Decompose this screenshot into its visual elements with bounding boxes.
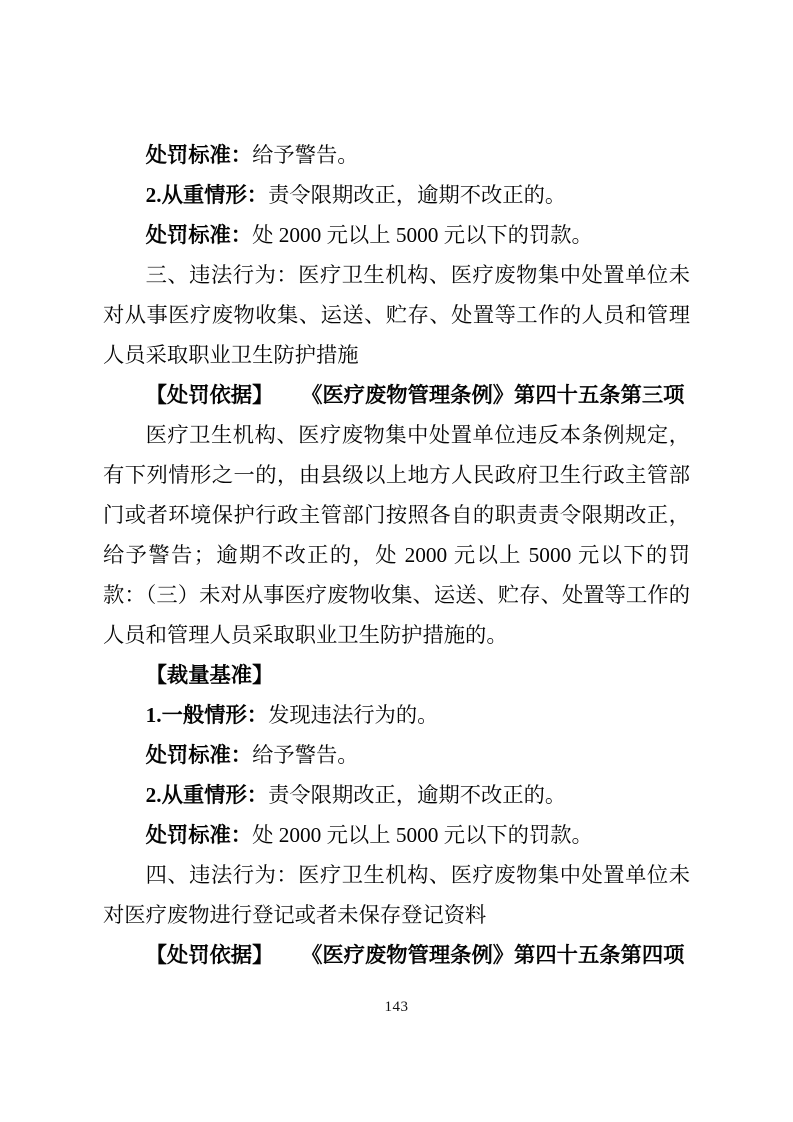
aggravated-case-line — [103, 775, 690, 815]
penalty-basis-source: 《医疗废物管理条例》第四十五条第三项 — [301, 383, 685, 407]
regulation-excerpt-text: 医疗卫生机构、医疗废物集中处置单位违反本条例规定，有下列情形之一的，由县级以上地方人民政府卫生行政主管部门或者环境保护行政主管部门按照各自的职责责令限期改正，给予警告；逾期不改正的，处 2000 元以上 5000 元以下的罚款：（三）未对从事医疗废物收集、运送、贮存、处置等工作的人员和管理人员采取职业卫生防护措施的。 — [103, 423, 690, 647]
penalty-standard-text: 处 2000 元以上 5000 元以下的罚款。 — [252, 823, 593, 847]
penalty-standard-text: 给予警告。 — [252, 743, 359, 767]
penalty-standard-text: 处 2000 元以上 5000 元以下的罚款。 — [252, 223, 593, 247]
aggravated-case-label: 2.从重情形： — [145, 183, 269, 207]
general-case-label: 1.一般情形： — [145, 703, 269, 727]
penalty-standard-line — [103, 135, 690, 175]
violation-4-paragraph — [103, 855, 690, 935]
aggravated-case-line — [103, 175, 690, 215]
general-case-text: 发现违法行为的。 — [268, 703, 439, 727]
penalty-basis-label: 【处罚依据】 — [145, 943, 274, 967]
violation-4-text: 四、违法行为：医疗卫生机构、医疗废物集中处置单位未对医疗废物进行登记或者未保存登记资料 — [103, 863, 690, 927]
regulation-excerpt-paragraph — [103, 415, 690, 655]
penalty-basis-label: 【处罚依据】 — [145, 383, 274, 407]
penalty-standard-text: 给予警告。 — [252, 143, 359, 167]
aggravated-case-text: 责令限期改正，逾期不改正的。 — [268, 783, 567, 807]
penalty-basis-heading — [103, 375, 690, 415]
aggravated-case-text: 责令限期改正，逾期不改正的。 — [268, 183, 567, 207]
page-number: 143 — [384, 999, 409, 1015]
penalty-basis-heading — [103, 935, 690, 975]
penalty-basis-source: 《医疗废物管理条例》第四十五条第四项 — [301, 943, 685, 967]
violation-3-text: 三、违法行为：医疗卫生机构、医疗废物集中处置单位未对从事医疗废物收集、运送、贮存、处置等工作的人员和管理人员采取职业卫生防护措施 — [103, 263, 690, 367]
document-content — [103, 135, 690, 975]
penalty-standard-label: 处罚标准： — [145, 823, 253, 847]
penalty-standard-label: 处罚标准： — [145, 743, 253, 767]
discretion-benchmark-label: 【裁量基准】 — [145, 663, 274, 687]
penalty-standard-label: 处罚标准： — [145, 143, 253, 167]
penalty-standard-line — [103, 215, 690, 255]
violation-3-paragraph — [103, 255, 690, 375]
discretion-benchmark-heading — [103, 655, 690, 695]
general-case-line — [103, 695, 690, 735]
penalty-standard-line — [103, 735, 690, 775]
penalty-standard-line — [103, 815, 690, 855]
penalty-standard-label: 处罚标准： — [145, 223, 253, 247]
page-footer — [0, 998, 793, 1016]
aggravated-case-label: 2.从重情形： — [145, 783, 269, 807]
